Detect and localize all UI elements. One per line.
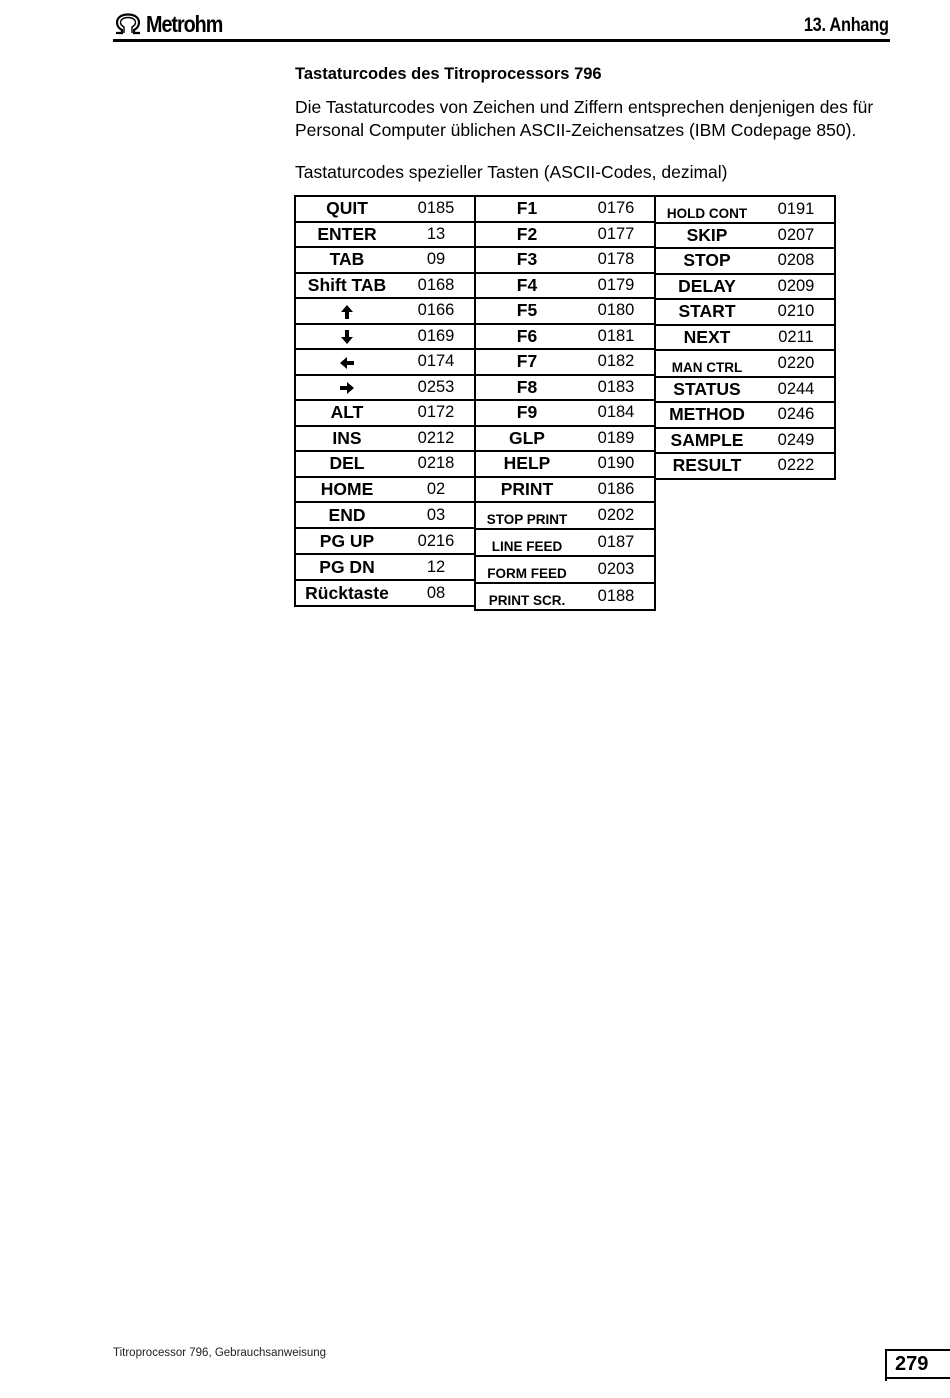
table-row [295, 554, 475, 580]
table-row [655, 350, 835, 377]
table-row [475, 375, 655, 401]
ascii-code-cell: 0222 [758, 453, 835, 479]
key-name-cell: F7 [475, 349, 578, 375]
table-row [475, 400, 655, 426]
header-rule [113, 39, 890, 42]
key-name-cell: Rücktaste [295, 580, 398, 606]
key-name-cell: SAMPLE [655, 428, 758, 454]
key-name-cell [295, 298, 398, 324]
table-row [295, 502, 475, 528]
chapter-title: 13. Anhang [804, 15, 889, 36]
ascii-code-cell: 0209 [758, 274, 835, 300]
key-name-cell: START [655, 299, 758, 325]
table-row [655, 453, 835, 479]
ascii-code-cell: 0183 [578, 375, 655, 401]
table-row [295, 426, 475, 452]
key-name-cell: QUIT [295, 196, 398, 222]
table-row [655, 325, 835, 351]
key-code-table-3 [654, 195, 836, 480]
omega-logo-icon [113, 12, 143, 36]
table-row [475, 502, 655, 529]
ascii-code-cell: 0208 [758, 248, 835, 274]
arrow-right-icon [339, 380, 355, 396]
key-name-cell: F4 [475, 273, 578, 299]
table-row [295, 298, 475, 324]
table-row [295, 580, 475, 606]
ascii-code-cell: 0180 [578, 298, 655, 324]
ascii-code-cell: 02 [398, 477, 475, 503]
ascii-code-cell: 0174 [398, 349, 475, 375]
key-name-cell: STOP PRINT [475, 502, 578, 529]
intro-paragraph [295, 96, 895, 141]
table-row [655, 402, 835, 428]
ascii-code-cell: 0246 [758, 402, 835, 428]
ascii-code-cell: 09 [398, 247, 475, 273]
key-name-cell: HELP [475, 451, 578, 477]
arrow-up-icon [339, 304, 355, 320]
table-row [475, 426, 655, 452]
key-name-cell: F8 [475, 375, 578, 401]
key-name-cell: Shift TAB [295, 273, 398, 299]
ascii-code-cell: 0207 [758, 223, 835, 249]
key-name-cell: HOME [295, 477, 398, 503]
ascii-code-cell: 0176 [578, 196, 655, 222]
ascii-code-cell: 0177 [578, 222, 655, 248]
ascii-code-cell: 0168 [398, 273, 475, 299]
key-name-cell: PRINT [475, 477, 578, 503]
ascii-code-cell: 0188 [578, 583, 655, 610]
footer-rule [885, 1377, 950, 1379]
intro-line: Die Tastaturcodes von Zeichen und Ziffern entsprechen denjenigen des für [295, 97, 874, 117]
key-name-cell: PG DN [295, 554, 398, 580]
table-row [655, 299, 835, 325]
ascii-code-cell: 13 [398, 222, 475, 248]
key-name-cell: ENTER [295, 222, 398, 248]
key-name-cell: MAN CTRL [655, 350, 758, 377]
table-row [655, 196, 835, 223]
ascii-code-cell: 0187 [578, 529, 655, 556]
arrow-down-icon [339, 329, 355, 345]
ascii-code-cell: 0185 [398, 196, 475, 222]
table-row [475, 556, 655, 583]
key-name-cell: F3 [475, 247, 578, 273]
table-row [475, 247, 655, 273]
key-name-cell: FORM FEED [475, 556, 578, 583]
key-name-cell: F2 [475, 222, 578, 248]
table-row [475, 451, 655, 477]
table-row [475, 298, 655, 324]
key-name-cell: SKIP [655, 223, 758, 249]
key-name-cell: END [295, 502, 398, 528]
ascii-code-cell: 12 [398, 554, 475, 580]
table-row [295, 222, 475, 248]
table-row [295, 324, 475, 350]
ascii-code-cell: 0210 [758, 299, 835, 325]
table-row [475, 477, 655, 503]
section-title: Tastaturcodes des Titroprocessors 796 [295, 65, 602, 83]
ascii-code-cell: 0181 [578, 324, 655, 350]
key-name-cell: HOLD CONT [655, 196, 758, 223]
intro-line: Personal Computer üblichen ASCII-Zeichensatzes (IBM Codepage 850). [295, 119, 857, 140]
table-row [475, 529, 655, 556]
logo-text: Metrohm [146, 10, 223, 37]
key-name-cell [295, 324, 398, 350]
table-row [475, 196, 655, 222]
ascii-code-cell: 0216 [398, 528, 475, 554]
ascii-code-cell: 0191 [758, 196, 835, 223]
ascii-code-cell: 0202 [578, 502, 655, 529]
key-code-table-2 [474, 195, 656, 611]
ascii-code-cell: 0244 [758, 377, 835, 403]
key-name-cell: PRINT SCR. [475, 583, 578, 610]
table-row [655, 223, 835, 249]
key-name-cell: PG UP [295, 528, 398, 554]
table-row [295, 400, 475, 426]
metrohm-logo [113, 10, 235, 38]
table-row [655, 377, 835, 403]
footer-text: Titroprocessor 796, Gebrauchsanweisung [113, 1347, 327, 1359]
ascii-code-cell: 0220 [758, 350, 835, 377]
key-name-cell: ALT [295, 400, 398, 426]
page-number: 279 [895, 1353, 929, 1375]
table-row [295, 273, 475, 299]
ascii-code-cell: 08 [398, 580, 475, 606]
table-row [295, 528, 475, 554]
ascii-code-cell: 0189 [578, 426, 655, 452]
page-header [113, 8, 889, 41]
key-name-cell [295, 349, 398, 375]
ascii-code-cell: 0182 [578, 349, 655, 375]
key-name-cell: F5 [475, 298, 578, 324]
key-name-cell [295, 375, 398, 401]
table-row [475, 273, 655, 299]
table-row [475, 324, 655, 350]
table-row [295, 196, 475, 222]
ascii-code-cell: 0190 [578, 451, 655, 477]
key-name-cell: STATUS [655, 377, 758, 403]
table-row [475, 222, 655, 248]
ascii-code-cell: 0178 [578, 247, 655, 273]
ascii-code-cell: 0186 [578, 477, 655, 503]
key-name-cell: F9 [475, 400, 578, 426]
ascii-code-cell: 0172 [398, 400, 475, 426]
ascii-code-cell: 03 [398, 502, 475, 528]
table-row [295, 375, 475, 401]
key-name-cell: LINE FEED [475, 529, 578, 556]
table-row [655, 248, 835, 274]
key-name-cell: F6 [475, 324, 578, 350]
key-name-cell: METHOD [655, 402, 758, 428]
key-name-cell: NEXT [655, 325, 758, 351]
key-name-cell: DELAY [655, 274, 758, 300]
table-row [655, 274, 835, 300]
arrow-left-icon [339, 355, 355, 371]
ascii-code-cell: 0179 [578, 273, 655, 299]
table-row [475, 349, 655, 375]
ascii-code-cell: 0249 [758, 428, 835, 454]
ascii-code-cell: 0253 [398, 375, 475, 401]
table-row [475, 583, 655, 610]
table-row [295, 247, 475, 273]
key-name-cell: DEL [295, 451, 398, 477]
key-code-table-1 [294, 195, 476, 607]
ascii-code-cell: 0218 [398, 451, 475, 477]
ascii-code-cell: 0203 [578, 556, 655, 583]
key-name-cell: TAB [295, 247, 398, 273]
key-name-cell: RESULT [655, 453, 758, 479]
ascii-code-cell: 0166 [398, 298, 475, 324]
key-name-cell: INS [295, 426, 398, 452]
key-name-cell: GLP [475, 426, 578, 452]
table-caption: Tastaturcodes spezieller Tasten (ASCII-Codes, dezimal) [295, 162, 728, 182]
key-name-cell: STOP [655, 248, 758, 274]
table-row [295, 349, 475, 375]
ascii-code-cell: 0212 [398, 426, 475, 452]
table-row [295, 477, 475, 503]
ascii-code-cell: 0169 [398, 324, 475, 350]
table-row [295, 451, 475, 477]
table-row [655, 428, 835, 454]
ascii-code-cell: 0211 [758, 325, 835, 351]
ascii-code-cell: 0184 [578, 400, 655, 426]
key-name-cell: F1 [475, 196, 578, 222]
